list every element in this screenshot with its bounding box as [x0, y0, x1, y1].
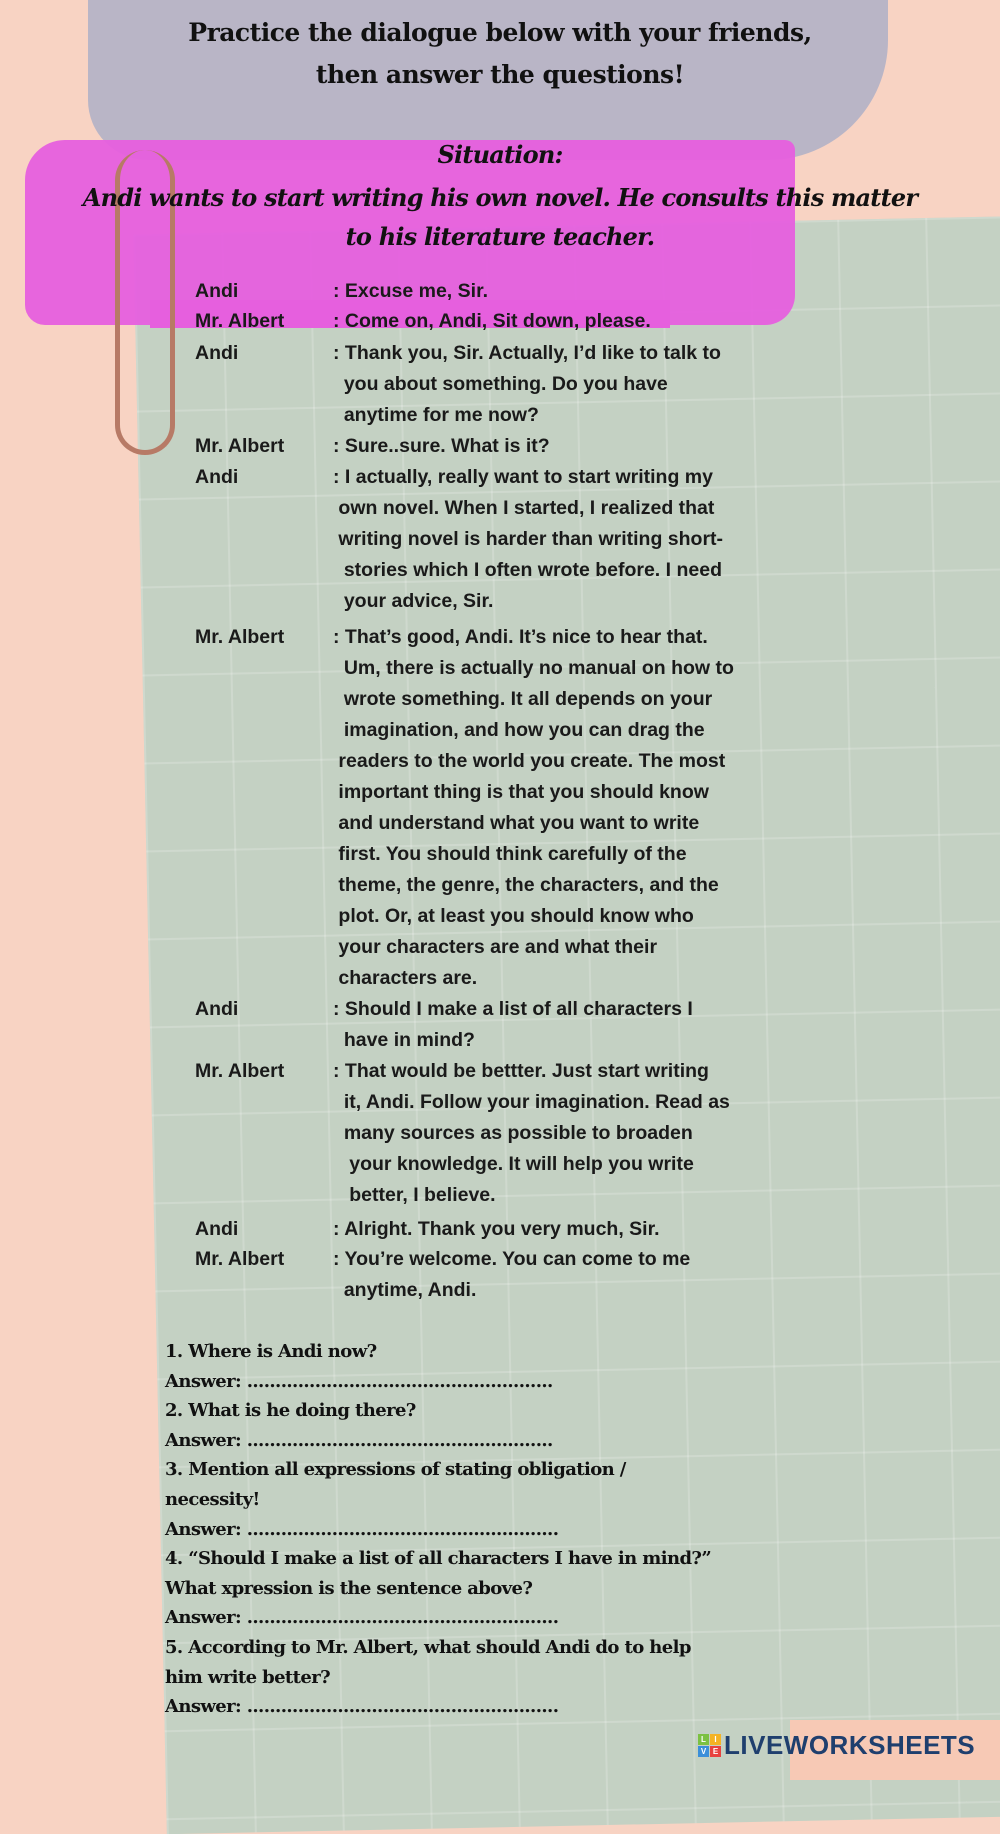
dialogue-line: wrote something. It all depends on your: [333, 688, 713, 710]
answer-line: Answer: .......................................................: [165, 1518, 559, 1540]
speaker-name: Andi: [195, 280, 239, 302]
question-line: 1. Where is Andi now?: [165, 1341, 377, 1362]
liveworksheets-logo: [698, 1730, 975, 1761]
dialogue-line: have in mind?: [333, 1029, 475, 1051]
dialogue-line: : Should I make a list of all characters I: [333, 998, 693, 1020]
dialogue-line: Um, there is actually no manual on how to: [333, 657, 734, 679]
dialogue-line: important thing is that you should know: [333, 781, 709, 803]
speaker-name: Mr. Albert: [195, 1248, 285, 1270]
dialogue-text: [333, 622, 853, 994]
instruction-line-1: Practice the dialogue below with your friends,: [188, 18, 812, 47]
dialogue-line: your advice, Sir.: [333, 590, 494, 612]
dialogue-text: [333, 431, 853, 462]
dialogue-line: anytime for me now?: [333, 404, 539, 426]
dialogue-line: own novel. When I started, I realized that: [333, 497, 715, 519]
dialogue-line: stories which I often wrote before. I need: [333, 559, 722, 581]
logo-cube-cell: E: [710, 1746, 721, 1757]
speaker-name: Andi: [195, 342, 239, 364]
dialogue-line: imagination, and how you can drag the: [333, 719, 705, 741]
dialogue-line: many sources as possible to broaden: [333, 1122, 693, 1144]
dialogue-text: [333, 1056, 853, 1211]
dialogue-line: better, I believe.: [333, 1184, 496, 1206]
speaker-name: Mr. Albert: [195, 310, 285, 332]
dialogue-line: readers to the world you create. The most: [333, 750, 726, 772]
dialogue-text: [333, 1214, 853, 1245]
dialogue-line: : Excuse me, Sir.: [333, 280, 489, 302]
dialogue-line: : Thank you, Sir. Actually, I’d like to talk to: [333, 342, 721, 364]
question-line: 2. What is he doing there?: [165, 1400, 416, 1422]
dialogue-line: your knowledge. It will help you write: [333, 1153, 694, 1175]
answer-line: Answer: ......................................................: [165, 1370, 553, 1392]
dialogue-line: : I actually, really want to start writing my: [333, 466, 713, 488]
speaker-name: Mr. Albert: [195, 626, 285, 648]
logo-cube-cell: L: [698, 1734, 709, 1745]
question-line: him write better?: [165, 1666, 331, 1688]
dialogue-text: [333, 338, 853, 431]
dialogue-line: writing novel is harder than writing short-: [333, 528, 724, 550]
speaker-name: Andi: [195, 1218, 239, 1240]
situation-line-2: to his literature teacher.: [345, 222, 655, 251]
question-line: necessity!: [165, 1488, 260, 1510]
question-line: 5. According to Mr. Albert, what should Andi do to help: [165, 1636, 691, 1658]
dialogue-line: : Alright. Thank you very much, Sir.: [333, 1218, 660, 1240]
dialogue-line: anytime, Andi.: [333, 1279, 477, 1301]
dialogue-text: [333, 306, 853, 337]
dialogue-text: [333, 276, 853, 307]
logo-cube-cell: V: [698, 1746, 709, 1757]
question-line: 3. Mention all expressions of stating obligation /: [165, 1459, 626, 1481]
dialogue-line: : Sure..sure. What is it?: [333, 435, 550, 457]
question-line: What xpression is the sentence above?: [165, 1577, 533, 1599]
dialogue-line: characters are.: [333, 967, 478, 989]
answer-line: Answer: ......................................................: [165, 1429, 553, 1451]
dialogue-line: : You’re welcome. You can come to me: [333, 1248, 691, 1270]
dialogue-line: first. You should think carefully of the: [333, 843, 687, 865]
logo-cube-cell: I: [710, 1734, 721, 1745]
dialogue-line: : That would be bettter. Just start writing: [333, 1060, 709, 1082]
dialogue-line: your characters are and what their: [333, 936, 658, 958]
dialogue-line: plot. Or, at least you should know who: [333, 905, 694, 927]
dialogue-text: [333, 1244, 853, 1306]
question-line: 4. “Should I make a list of all characters I have in mind?”: [165, 1548, 712, 1570]
logo-text: LIVEWORKSHEETS: [724, 1730, 976, 1760]
dialogue-line: you about something. Do you have: [333, 373, 668, 395]
speaker-name: Andi: [195, 998, 239, 1020]
speaker-name: Mr. Albert: [195, 435, 285, 457]
speaker-name: Andi: [195, 466, 239, 488]
questions: [165, 1337, 711, 1722]
instruction-line-2: then answer the questions!: [315, 60, 685, 89]
answer-line: Answer: .......................................................: [165, 1607, 559, 1629]
answer-line: Answer: .......................................................: [165, 1696, 559, 1718]
dialogue-line: it, Andi. Follow your imagination. Read as: [333, 1091, 730, 1113]
dialogue-line: : Come on, Andi, Sit down, please.: [333, 310, 651, 332]
logo-cube-icon: [698, 1734, 721, 1757]
dialogue-line: theme, the genre, the characters, and the: [333, 874, 719, 896]
dialogue-line: and understand what you want to write: [333, 812, 700, 834]
dialogue-text: [333, 462, 853, 617]
dialogue-line: : That’s good, Andi. It’s nice to hear that.: [333, 626, 708, 648]
situation-label: Situation:: [437, 140, 563, 169]
speaker-name: Mr. Albert: [195, 1060, 285, 1082]
situation-line-1: Andi wants to start writing his own novel. He consults this matter: [82, 183, 918, 212]
dialogue-text: [333, 994, 853, 1056]
